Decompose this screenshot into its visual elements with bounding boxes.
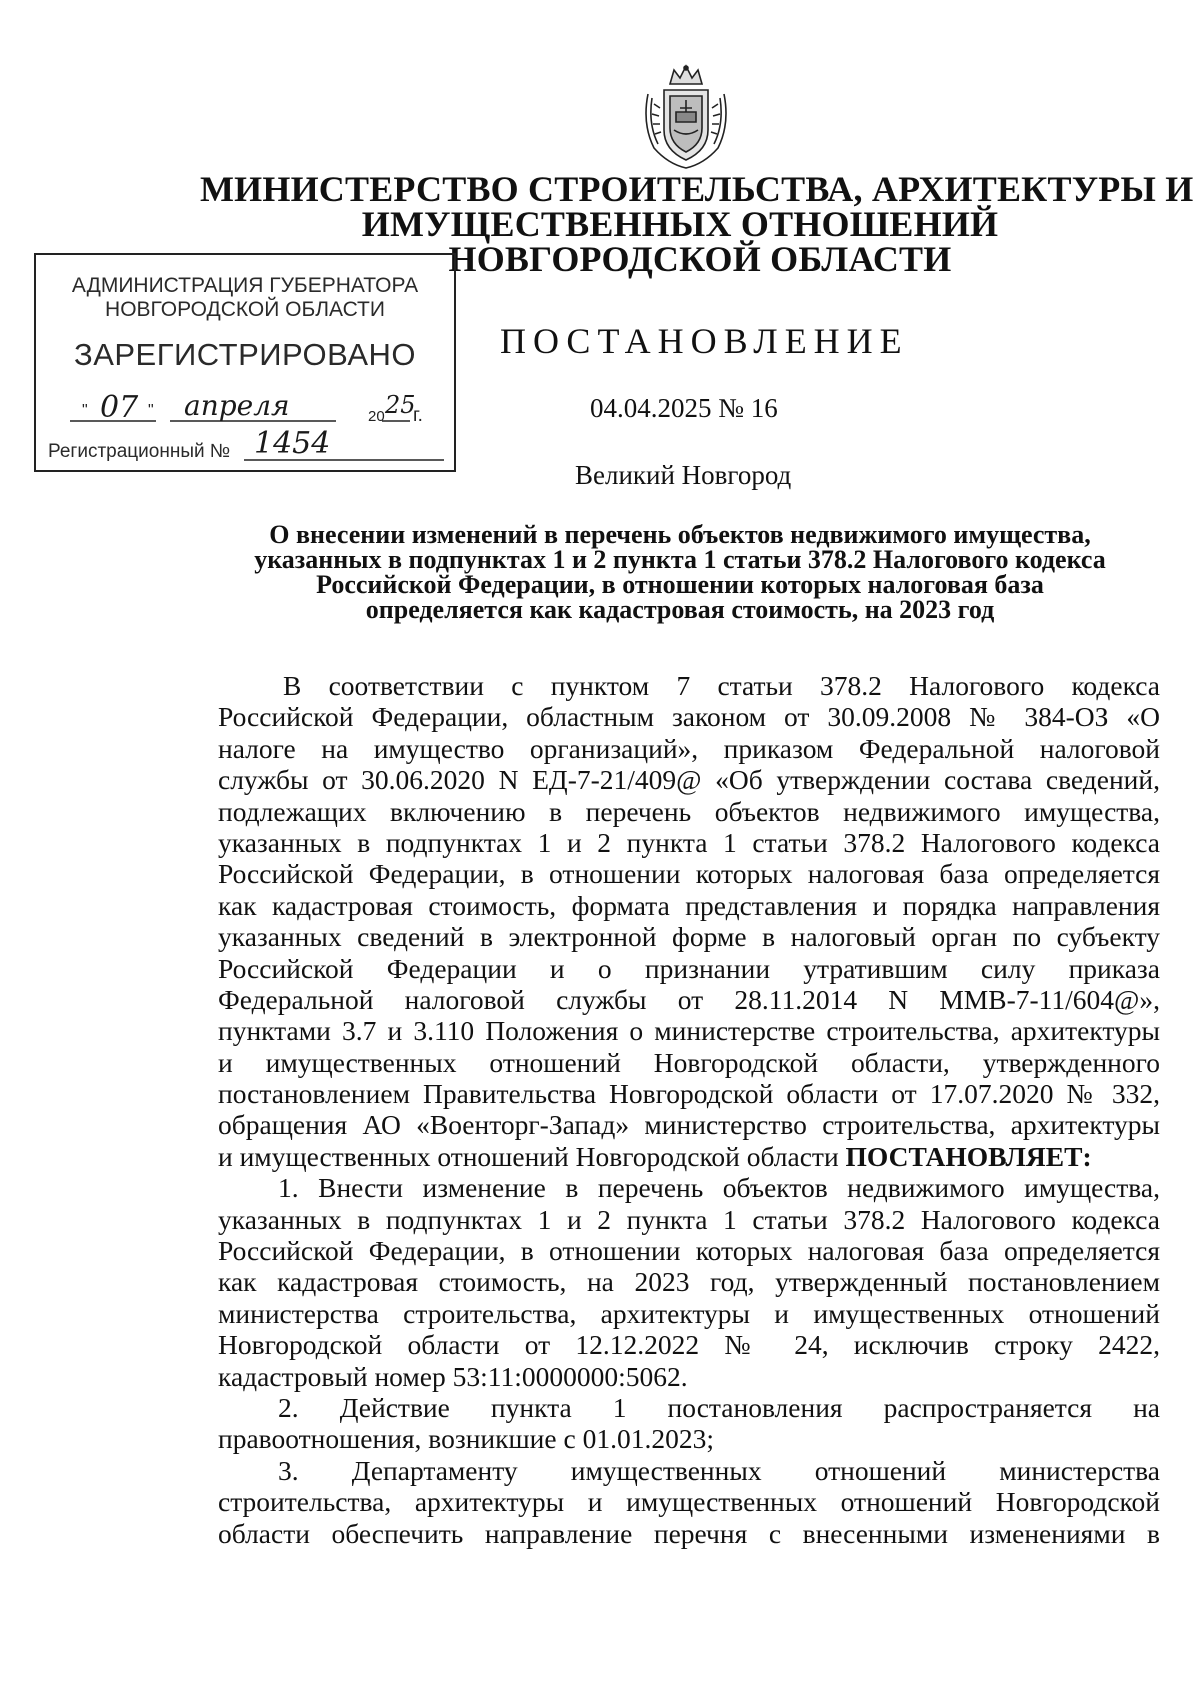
stamp-org-line2: НОВГОРОДСКОЙ ОБЛАСТИ <box>105 298 385 321</box>
document-date-number: 04.04.2025 № 16 <box>590 393 778 423</box>
stamp-year-unit: г. <box>413 405 423 425</box>
stamp-year-suffix: 25 <box>385 391 416 419</box>
stamp-status: ЗАРЕГИСТРИРОВАНО <box>73 337 416 372</box>
body-line: указанных в подпунктах 1 и 2 пункта 1 статьи 378.2 Налогового кодекса <box>218 826 1160 858</box>
body-line: обращения АО «Военторг-Запад» министерство строительства, архитектуры <box>218 1109 1160 1141</box>
body-line: Российской Федерации, в отношении которых налоговая база определяется <box>218 1235 1160 1267</box>
coat-of-arms-icon <box>640 64 732 172</box>
stamp-year-prefix: 20 <box>368 408 385 425</box>
stamp-reg-label: Регистрационный № <box>48 441 231 462</box>
registration-stamp <box>34 253 456 472</box>
body-line: 3. Департаменту имущественных отношений министерства <box>278 1454 1160 1486</box>
stamp-org-line1: АДМИНИСТРАЦИЯ ГУБЕРНАТОРА <box>71 274 419 297</box>
body-line: постановлением Правительства Новгородской области от 17.07.2020 № 332, <box>218 1078 1160 1110</box>
subject-line: указанных в подпунктах 1 и 2 пункта 1 статьи 378.2 Налогового кодекса <box>254 545 1106 574</box>
body-line: службы от 30.06.2020 N ЕД-7-21/409@ «Об утверждении состава сведений, <box>218 764 1160 796</box>
svg-text:": " <box>82 402 88 419</box>
body-line: пунктами 3.7 и 3.110 Положения о министерстве строительства, архитектуры <box>218 1015 1160 1047</box>
body-line: как кадастровая стоимость, на 2023 год, утвержденный постановлением <box>218 1266 1160 1298</box>
body-line: и имущественных отношений Новгородской области <box>218 1140 839 1172</box>
decree-word: ПОСТАНОВЛЯЕТ: <box>845 1140 1092 1172</box>
body-line: 2. Действие пункта 1 постановления распространяется на <box>278 1391 1160 1423</box>
body-line: строительства, архитектуры и имущественных отношений Новгородской <box>218 1486 1160 1518</box>
body-line: как кадастровая стоимость, формата представления и порядка направления <box>218 889 1160 921</box>
document-subject <box>200 522 1160 622</box>
subject-line: определяется как кадастровая стоимость, на 2023 год <box>365 595 995 624</box>
body-line: указанных в подпунктах 1 и 2 пункта 1 статьи 378.2 Налогового кодекса <box>218 1203 1160 1235</box>
ministry-title-line2: ИМУЩЕСТВЕННЫХ ОТНОШЕНИЙ <box>361 204 999 244</box>
body-line: Российской Федерации, в отношении которых налоговая база определяется <box>218 858 1160 890</box>
body-line: указанных сведений в электронной форме в налоговый орган по субъекту <box>218 921 1160 953</box>
body-line: Новгородской области от 12.12.2022 № 24, исключив строку 2422, <box>218 1329 1160 1361</box>
subject-line: О внесении изменений в перечень объектов недвижимого имущества, <box>269 520 1091 549</box>
body-line: правоотношения, возникшие с 01.01.2023; <box>218 1423 714 1455</box>
document-type: ПОСТАНОВЛЕНИЕ <box>500 321 909 361</box>
body-line: Федеральной налоговой службы от 28.11.2014 N ММВ-7-11/604@», <box>218 983 1160 1015</box>
body-line: министерства строительства, архитектуры и имущественных отношений <box>218 1297 1160 1329</box>
body-line: Российской Федерации, областным законом от 30.09.2008 № 384-ОЗ «О <box>218 701 1160 733</box>
stamp-month: апреля <box>184 391 290 422</box>
body-line: и имущественных отношений Новгородской области, утвержденного <box>218 1046 1160 1078</box>
svg-text:": " <box>148 402 154 419</box>
subject-line: Российской Федерации, в отношении которых налоговая база <box>316 570 1044 599</box>
body-line: налоге на имущество организаций», приказом Федеральной налоговой <box>218 732 1160 764</box>
document-city: Великий Новгород <box>575 460 792 490</box>
document-body <box>218 670 1160 1549</box>
stamp-day: 07 <box>100 391 139 425</box>
body-line: кадастровый номер 53:11:0000000:5062. <box>218 1360 688 1392</box>
stamp-date-line <box>66 391 442 425</box>
body-line: В соответствии с пунктом 7 статьи 378.2 Налогового кодекса <box>283 670 1160 701</box>
stamp-reg-line <box>44 423 448 465</box>
body-line: подлежащих включению в перечень объектов недвижимого имущества, <box>218 795 1160 827</box>
ministry-title-line1: МИНИСТЕРСТВО СТРОИТЕЛЬСТВА, АРХИТЕКТУРЫ И <box>200 169 1194 209</box>
body-line: Российской Федерации и о признании утратившим силу приказа <box>218 952 1160 984</box>
stamp-reg-number: 1454 <box>254 426 331 461</box>
body-line: области обеспечить направление перечня с внесенными изменениями в <box>218 1517 1160 1549</box>
body-line-decree <box>218 1141 1160 1172</box>
ministry-title-line3: НОВГОРОДСКОЙ ОБЛАСТИ <box>448 239 952 279</box>
body-line: 1. Внести изменение в перечень объектов недвижимого имущества, <box>278 1172 1160 1204</box>
